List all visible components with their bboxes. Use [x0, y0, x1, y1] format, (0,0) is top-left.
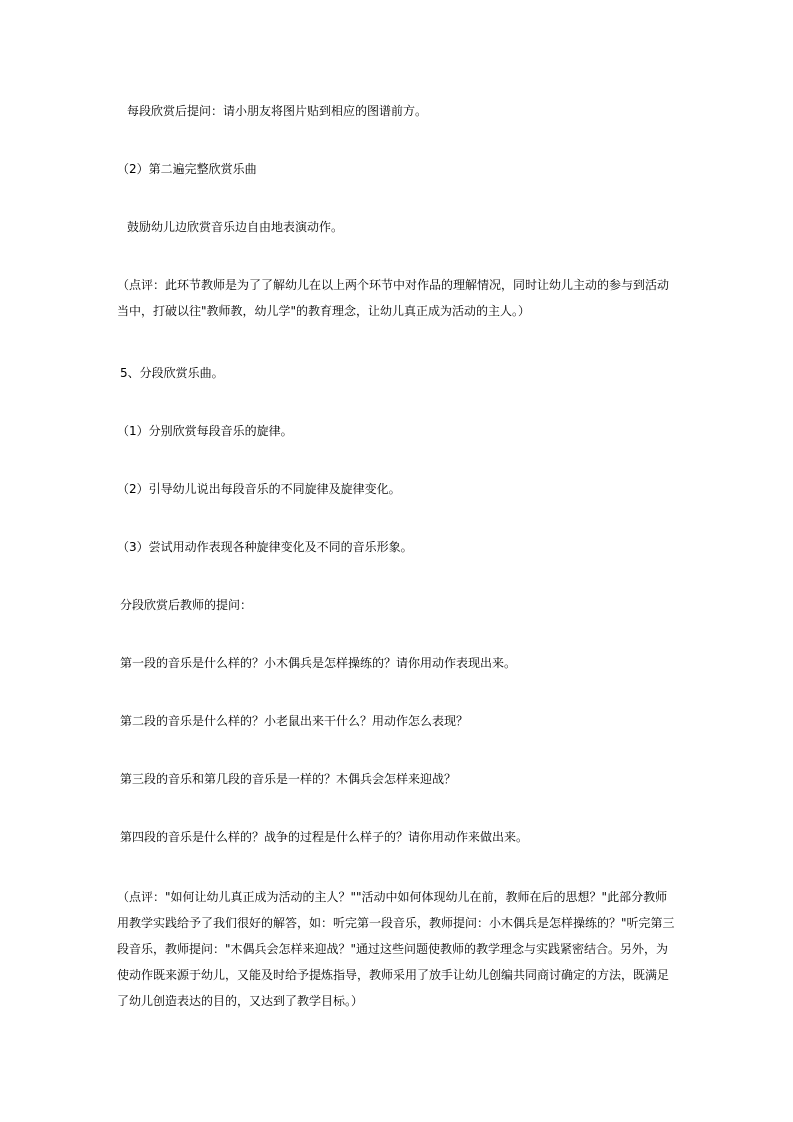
comment-paragraph [117, 884, 677, 1014]
question-line: 第二段的音乐是什么样的？小老鼠出来干什么？用动作怎么表现？ [120, 714, 469, 728]
question-line: 第一段的音乐是什么样的？小木偶兵是怎样操练的？请你用动作表现出来。 [120, 656, 517, 670]
comment-paragraph [117, 272, 677, 324]
list-item: （1）分别欣赏每段音乐的旋律。 [117, 424, 293, 438]
body-text-line: 每段欣赏后提问：请小朋友将图片贴到相应的图谱前方。 [127, 104, 428, 118]
list-item: （2）引导幼儿说出每段音乐的不同旋律及旋律变化。 [117, 482, 401, 496]
section-heading: 5、分段欣赏乐曲。 [120, 366, 224, 380]
comment-line: 段音乐，教师提问："木偶兵会怎样来迎战？"通过这些问题使教师的教学理念与实践紧密结合。另外，为 [117, 942, 669, 956]
question-line: 第四段的音乐是什么样的？战争的过程是什么样子的？请你用动作来做出来。 [120, 830, 529, 844]
comment-line: 用教学实践给予了我们很好的解答，如：听完第一段音乐，教师提问：小木偶兵是怎样操练的？"听完第三 [117, 916, 675, 930]
subheading-line: （2）第二遍完整欣赏乐曲 [117, 162, 257, 176]
question-line: 第三段的音乐和第几段的音乐是一样的？木偶兵会怎样来迎战？ [120, 772, 457, 786]
comment-line: （点评："如何让幼儿真正成为活动的主人？""活动中如何体现幼儿在前，教师在后的思想？"此部分教师 [117, 890, 668, 904]
questions-intro: 分段欣赏后教师的提问： [120, 598, 253, 612]
comment-line: 使动作既来源于幼儿，又能及时给予提炼指导，教师采用了放手让幼儿创编共同商讨确定的方法，既满足 [117, 968, 670, 982]
comment-line: （点评：此环节教师是为了了解幼儿在以上两个环节中对作品的理解情况，同时让幼儿主动的参与到活动 [117, 278, 670, 292]
body-text-line: 鼓励幼儿边欣赏音乐边自由地表演动作。 [127, 220, 344, 234]
list-item: （3）尝试用动作表现各种旋律变化及不同的音乐形象。 [117, 540, 413, 554]
comment-line: 当中，打破以往"教师教，幼儿学"的教育理念，让幼儿真正成为活动的主人。） [117, 304, 531, 318]
comment-line: 了幼儿创造表达的目的，又达到了教学目标。） [117, 994, 364, 1008]
